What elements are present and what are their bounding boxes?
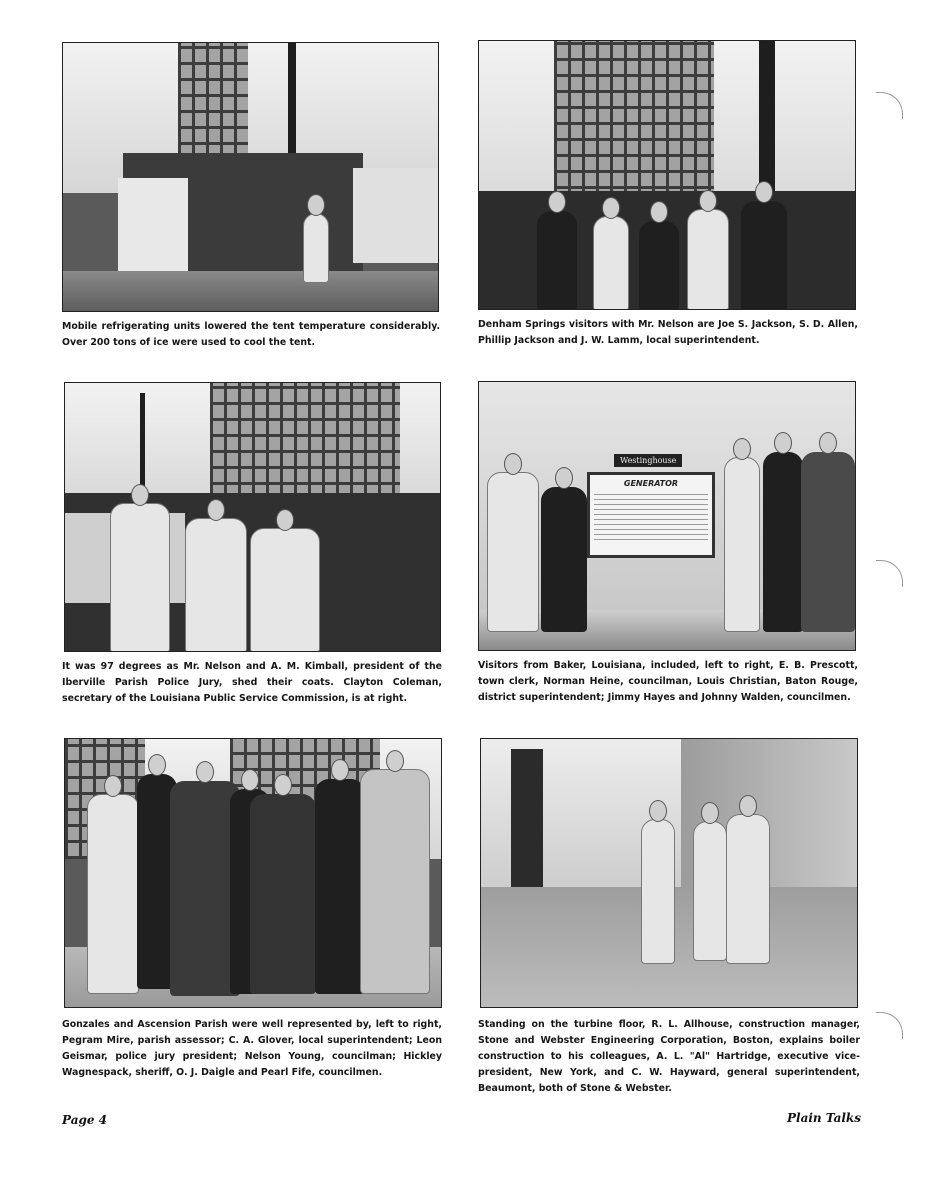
page-number: Page 4	[62, 1113, 108, 1127]
photo-refrigerating-units	[62, 42, 439, 312]
generator-sign-body	[594, 492, 708, 540]
publication-title: Plain Talks	[786, 1111, 861, 1125]
caption-photo-5: Gonzales and Ascension Parish were well represented by, left to right, Pegram Mire, parish assessor; C. A. Glover, local superintendent; Leon Geismar, police jury president; Nelson Young, councilman; Hickley Wagnespack, sheriff, O. J. Daigle and Pearl Fife, councilmen.	[62, 1019, 442, 1078]
photo-baker-visitors	[478, 381, 856, 651]
photo-turbine-floor	[480, 738, 858, 1008]
caption-photo-3: It was 97 degrees as Mr. Nelson and A. M. Kimball, president of the Iberville Parish Police Jury, shed their coats. Clayton Coleman, secretary of the Louisiana Public Service Commission, is at right.	[62, 661, 442, 704]
photo-nelson-kimball	[64, 382, 441, 652]
photo-denham-springs-visitors	[478, 40, 856, 310]
caption-photo-1: Mobile refrigerating units lowered the tent temperature considerably. Over 200 tons of ice were used to cool the tent.	[62, 321, 440, 348]
photo-gonzales-ascension-group	[64, 738, 442, 1008]
caption-photo-2: Denham Springs visitors with Mr. Nelson are Joe S. Jackson, S. D. Allen, Phillip Jackson and J. W. Lamm, local superintendent.	[478, 319, 858, 346]
caption-photo-4: Visitors from Baker, Louisiana, included, left to right, E. B. Prescott, town clerk, Norman Heine, councilman, Louis Christian, Baton Rouge, district superintendent; Jimmy Hayes and Johnny Walden, councilmen.	[478, 660, 858, 703]
binder-mark-bottom	[876, 1012, 903, 1039]
binder-mark-middle	[876, 560, 903, 587]
sign-brand-label: Westinghouse	[614, 454, 682, 467]
caption-photo-6: Standing on the turbine floor, R. L. Allhouse, construction manager, Stone and Webster Engineering Corporation, Boston, explains boiler construction to his colleagues, A. L. "Al" Hartridge, executive vice-president, New York, and C. W. Hayward, general superintendent, Beaumont, both of Stone & Webster.	[478, 1019, 860, 1094]
binder-mark-top	[876, 92, 903, 119]
generator-sign-title: GENERATOR	[623, 479, 679, 488]
generator-sign	[587, 472, 715, 558]
